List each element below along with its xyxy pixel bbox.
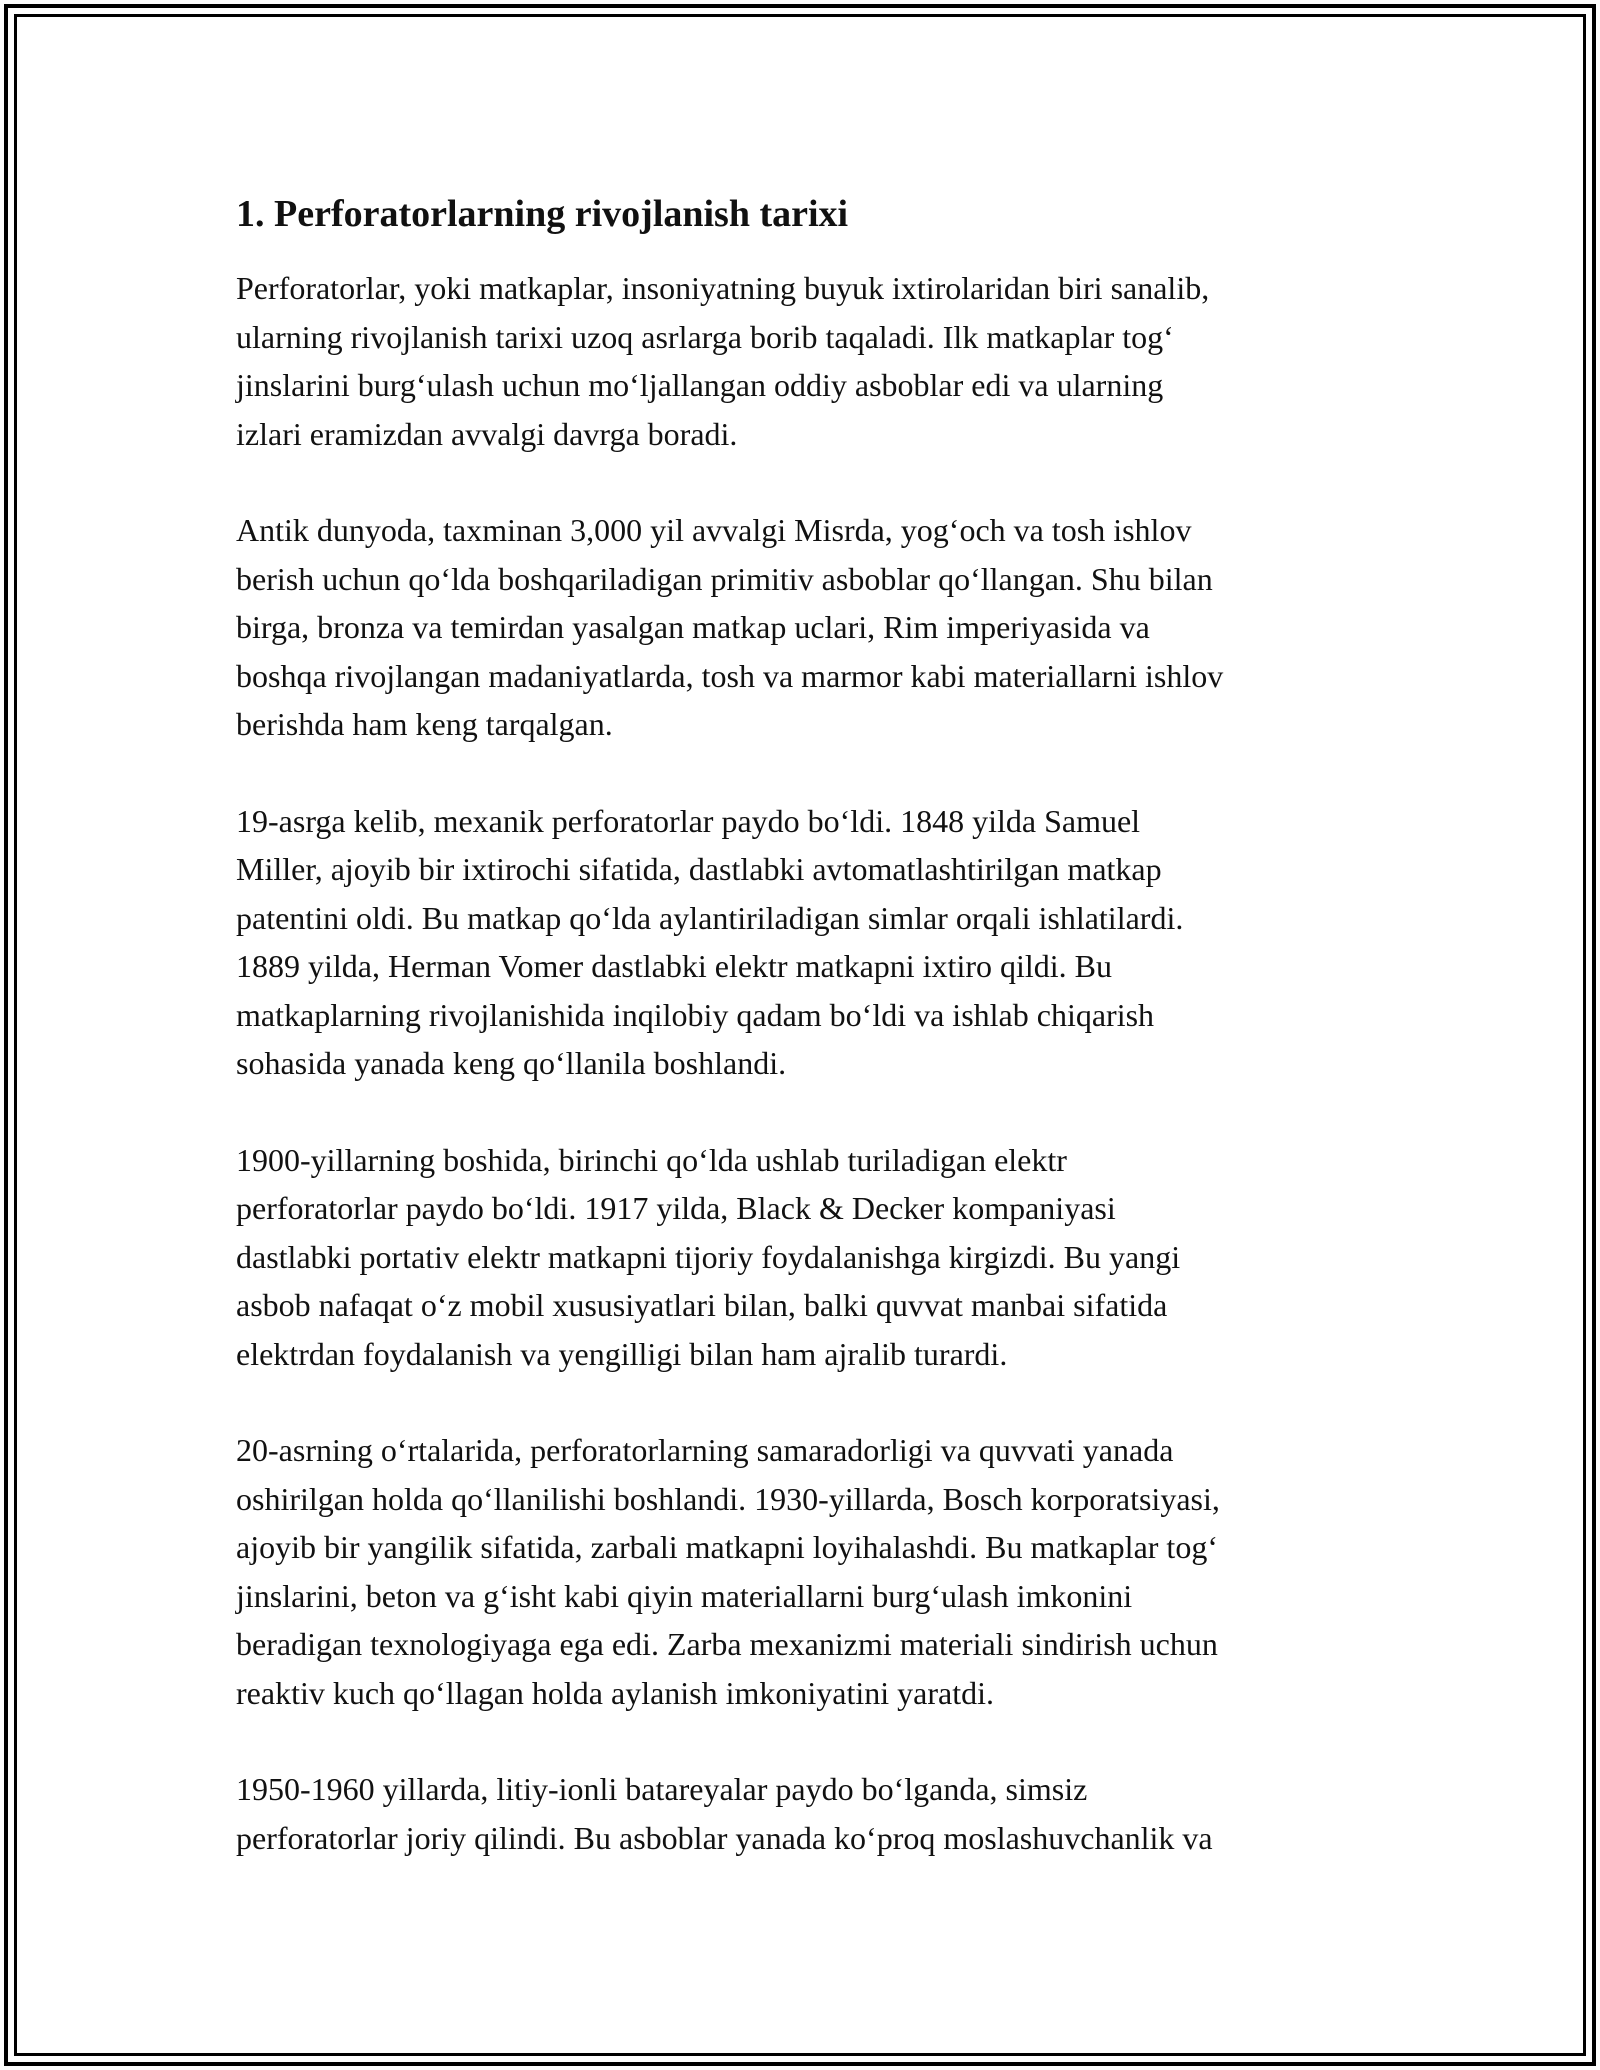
paragraph-5: 20-asrning o‘rtalarida, perforatorlarning samaradorligi va quvvati yanada oshirilgan holda qo‘llanilishi boshlandi. 1930-yillarda, Bosch korporatsiyasi, ajoyib bir yangilik sifatida, zarbali matkapni loyihalashdi. Bu matkaplar tog‘ jinslarini, beton va g‘isht kabi qiyin materiallarni burg‘ulash imkonini beradigan texnologiyaga ega edi. Zarba mexanizmi materiali sindirish uchun reaktiv kuch qo‘llagan holda aylanish imkoniyatini yaratdi. [236,1432,1220,1711]
document-body [236,186,1376,1910]
paragraph-1: Perforatorlar, yoki matkaplar, insoniyatning buyuk ixtirolaridan biri sanalib, ularning rivojlanish tarixi uzoq asrlarga borib taqaladi. Ilk matkaplar tog‘ jinslarini burg‘ulash uchun mo‘ljallangan oddiy asboblar edi va ularning izlari eramizdan avvalgi davrga boradi. [236,270,1210,452]
paragraph-3: 19-asrga kelib, mexanik perforatorlar paydo bo‘ldi. 1848 yilda Samuel Miller, ajoyib bir ixtirochi sifatida, dastlabki avtomatlashtirilgan matkap patentini oldi. Bu matkap qo‘lda aylantiriladigan simlar orqali ishlatilardi. 1889 yilda, Herman Vomer dastlabki elektr matkapni ixtiro qildi. Bu matkaplarning rivojlanishida inqilobiy qadam bo‘ldi va ishlab chiqarish sohasida yanada keng qo‘llanila boshlandi. [236,802,1184,1081]
paragraph-2: Antik dunyoda, taxminan 3,000 yil avvalgi Misrda, yog‘och va tosh ishlov berish uchun qo‘lda boshqariladigan primitiv asboblar qo‘llangan. Shu bilan birga, bronza va temirdan yasalgan matkap uclari, Rim imperiyasida va boshqa rivojlangan madaniyatlarda, tosh va marmor kabi materiallarni ishlov berishda ham keng tarqalgan. [236,512,1224,742]
paragraph-4: 1900-yillarning boshida, birinchi qo‘lda ushlab turiladigan elektr perforatorlar paydo bo‘ldi. 1917 yilda, Black & Decker kompaniyasi dastlabki portativ elektr matkapni tijoriy foydalanishga kirgizdi. Bu yangi asbob nafaqat o‘z mobil xususiyatlari bilan, balki quvvat manbai sifatida elektrdan foydalanish va yengilligi bilan ham ajralib turardi. [236,1141,1181,1372]
section-heading: 1. Perforatorlarning rivojlanish tarixi [236,193,849,235]
paragraph-6: 1950-1960 yillarda, litiy-ionli batareyalar paydo bo‘lganda, simsiz perforatorlar joriy qilindi. Bu asboblar yanada ko‘proq moslashuvchanlik va [236,1771,1213,1856]
